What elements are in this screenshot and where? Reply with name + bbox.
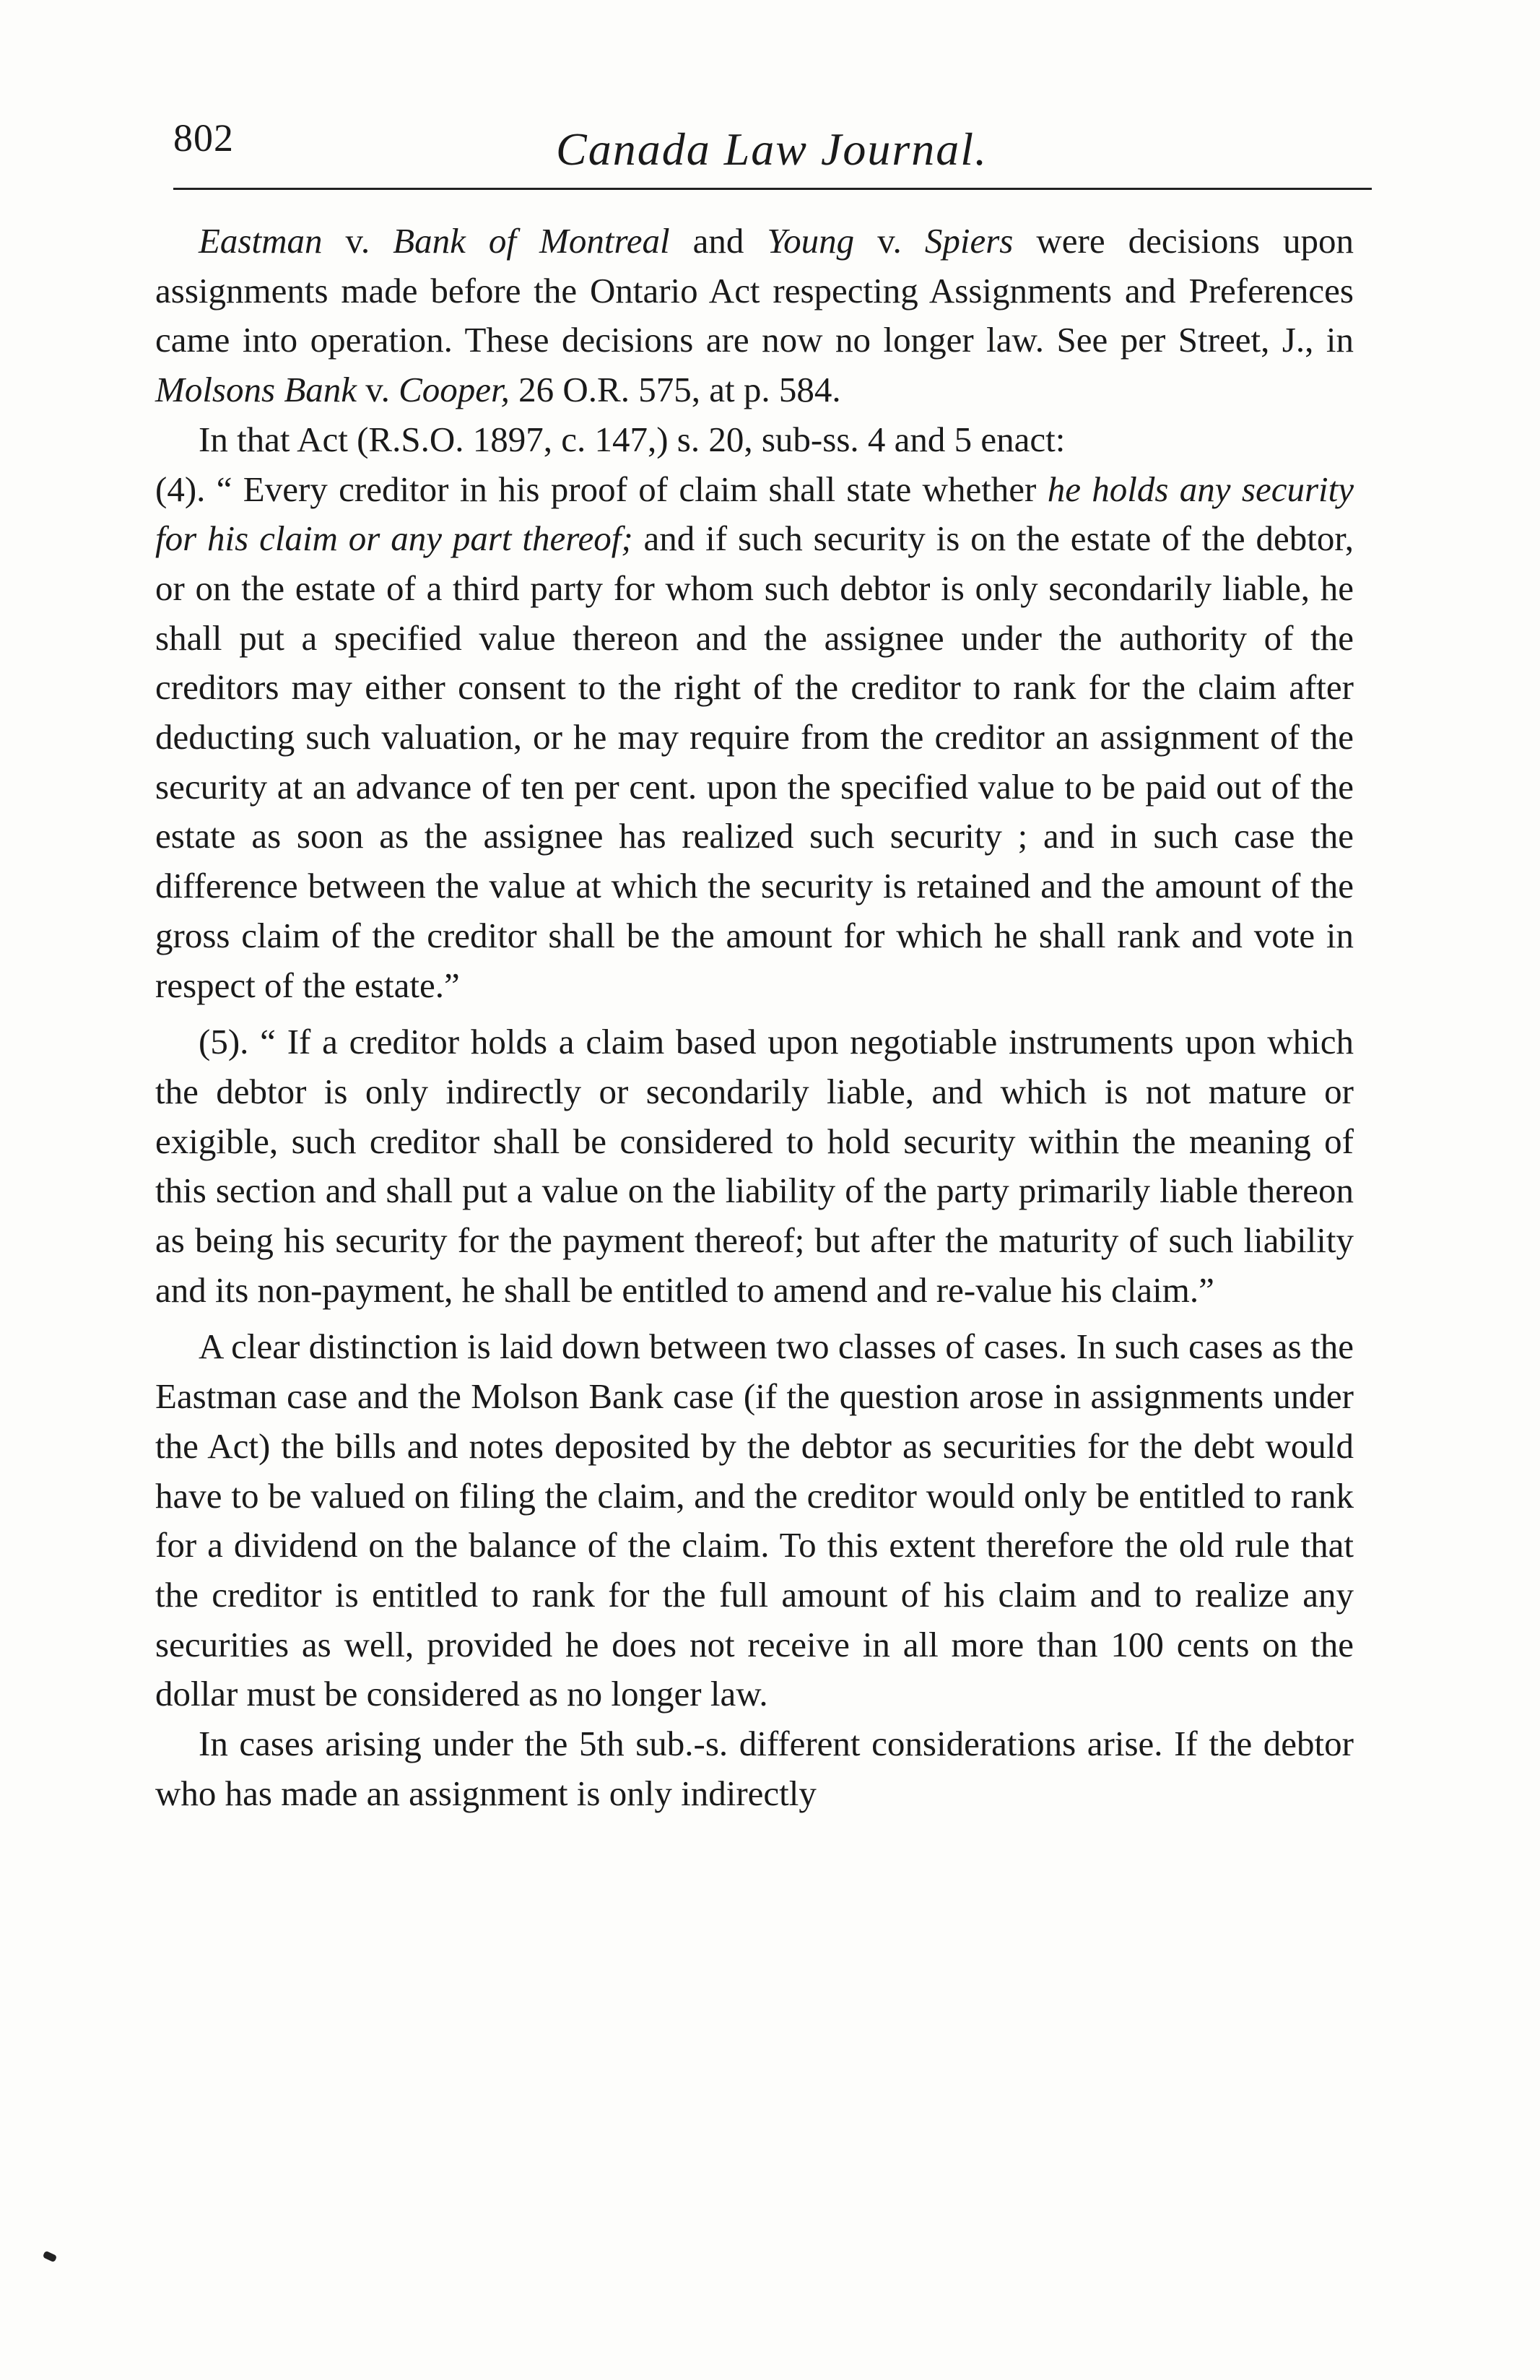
paragraph-subsection-4 <box>155 465 1354 1011</box>
text-run: v. <box>854 221 925 261</box>
page-header <box>173 108 1372 188</box>
text-run: In cases arising under the 5th sub.-s. different considerations arise. If the debtor who has made an assignment is only indirectly <box>155 1724 1354 1813</box>
text-run: Eastman <box>199 221 323 261</box>
ink-mark <box>43 2251 58 2263</box>
paragraph-act-intro <box>155 415 1354 465</box>
page-number: 802 <box>173 116 234 160</box>
text-run: (4). “ Every creditor in his proof of claim shall state whether <box>155 469 1048 509</box>
text-run: Molsons Bank <box>155 370 357 410</box>
text-run: and if such security is on the estate of the debtor, or on the estate of a third party for whom such debtor is only secondarily liable, he shall put a specified value thereon and the assignee under the authority of the creditors may either consent to the right of the creditor to rank for the claim after deducting such valuation, or he may require from the creditor an assignment of the security at an advance of ten per cent. upon the specified value to be paid out of the estate as soon as the assignee has realized such security ; and in such case the difference between the value at which the security is retained and the amount of the gross claim of the creditor shall be the amount for which he shall rank and vote in respect of the estate.” <box>155 518 1354 1005</box>
paragraph-subsection-5 <box>155 1017 1354 1315</box>
paragraph-distinction <box>155 1322 1354 1719</box>
paragraph-eastman <box>155 217 1354 415</box>
text-run: v. <box>322 221 393 261</box>
text-run: (5). “ If a creditor holds a claim based upon negotiable instruments upon which the debtor is only indirectly or secondarily liable, and which is not mature or exigible, such creditor shall be considered to hold security within the meaning of this section and shall put a value on the liability of the party primarily liable thereon as being his security for the payment thereof; but after the maturity of such liability and its non-payment, he shall be entitled to amend and re-value his claim.” <box>155 1022 1354 1310</box>
body-text <box>155 217 1354 1819</box>
text-run: Spiers <box>924 221 1014 261</box>
paragraph-fifth-subsection <box>155 1719 1354 1818</box>
running-title: Canada Law Journal. <box>556 123 988 175</box>
text-run: In that Act (R.S.O. 1897, c. 147,) s. 20, sub-ss. 4 and 5 enact: <box>199 419 1066 459</box>
text-run: v. <box>357 370 399 410</box>
text-run: and <box>669 221 767 261</box>
header-rule <box>173 188 1372 190</box>
text-run: Young <box>767 221 855 261</box>
text-run: A clear distinction is laid down between two classes of cases. In such cases as the Eastman case and the Molson Bank case (if the question arose in assignments under the Act) the bills and notes deposited by the debtor as securities for the debt would have to be valued on filing the claim, and the creditor would only be entitled to rank for a dividend on the balance of the claim. To this extent therefore the old rule that the creditor is entitled to rank for the full amount of his claim and to realize any securities as well, provided he does not receive in all more than 100 cents on the dollar must be considered as no longer law. <box>155 1326 1354 1714</box>
text-run: were decisions upon assignments made before the Ontario Act respecting Assignments and Preferences came into operation. These decisions are now no longer law. See per Street, J., in <box>155 221 1354 360</box>
text-run: Bank of Montreal <box>393 221 670 261</box>
text-run: Cooper, <box>399 370 510 410</box>
text-run: 26 O.R. 575, at p. 584. <box>509 370 841 410</box>
text-run: he holds any security for his claim or any part thereof; <box>155 469 1354 559</box>
